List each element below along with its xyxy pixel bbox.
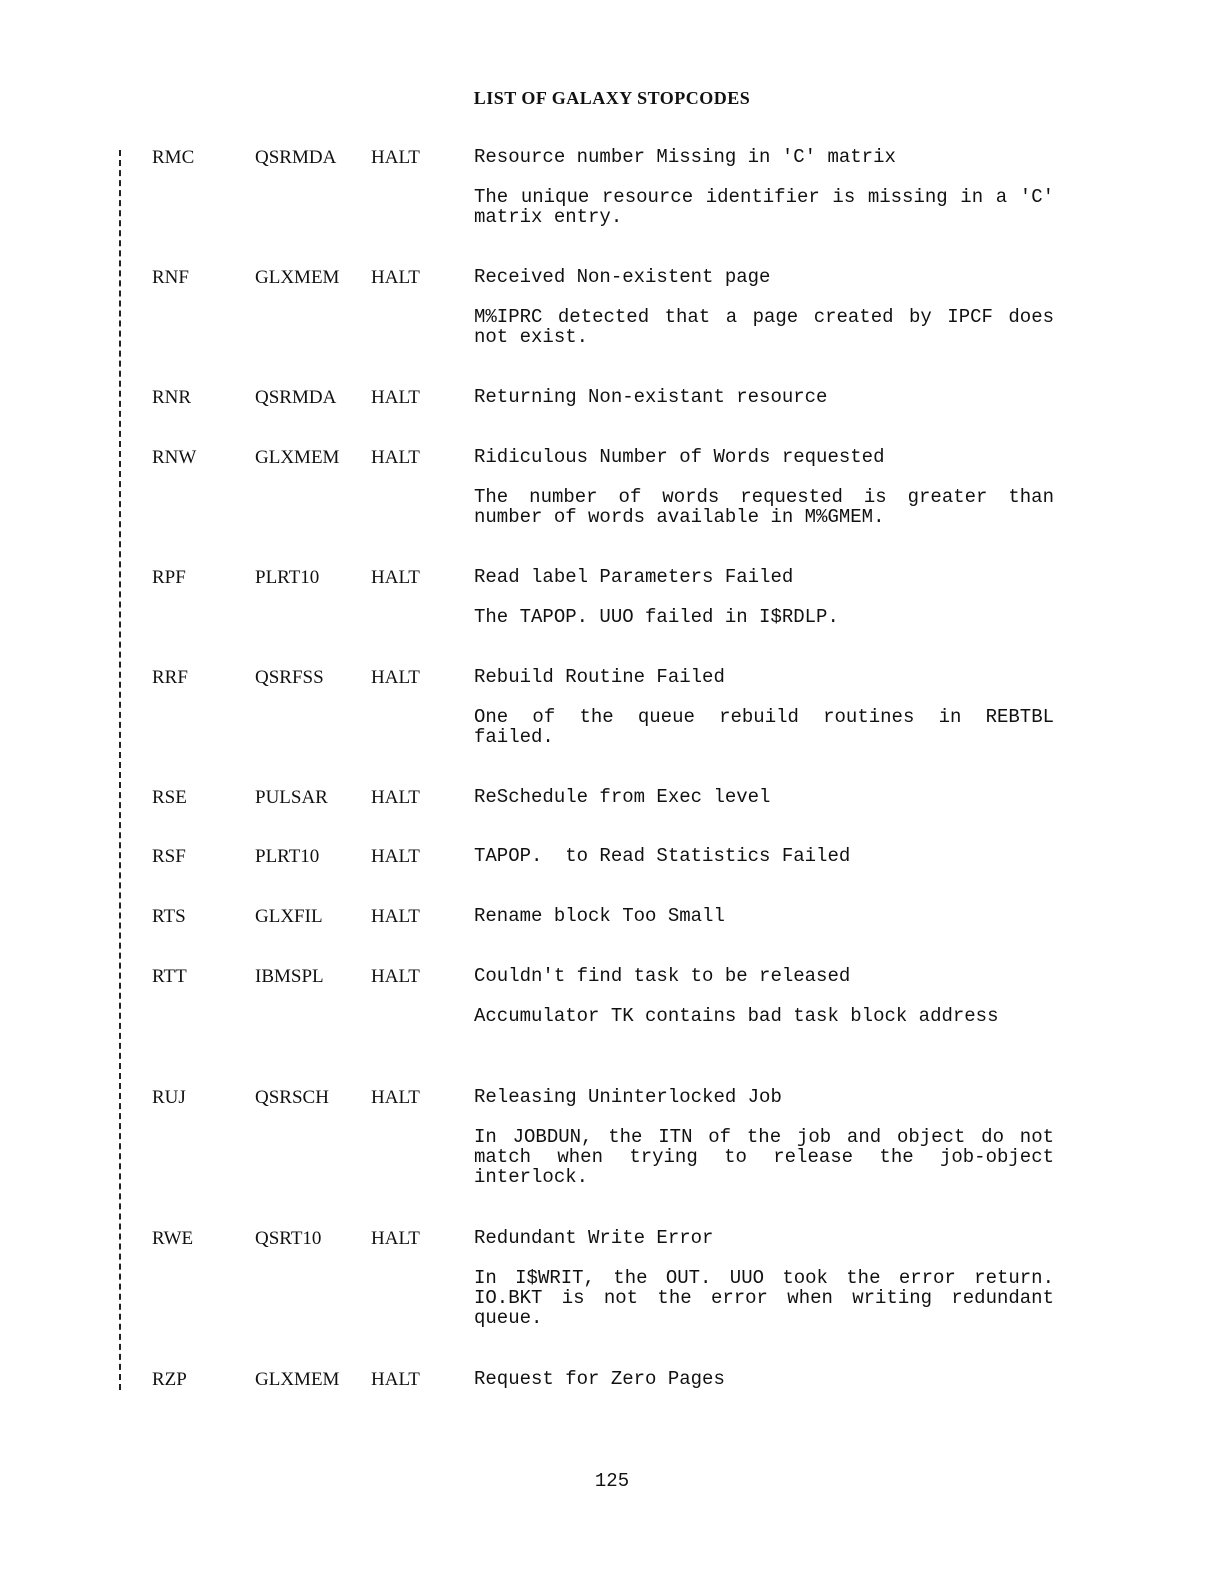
stopcode-title: Rebuild Routine Failed [474,666,725,688]
action: HALT [371,787,420,808]
action: HALT [371,1228,420,1249]
module-name: QSRT10 [255,1228,322,1249]
stopcode-description: The unique resource identifier is missing in a 'C' matrix entry. [474,186,1066,228]
stopcode: RZP [152,1369,187,1390]
stopcode-description: In I$WRIT, the OUT. UUO took the error return. IO.BKT is not the error when writing redundant queue. [474,1267,1066,1329]
stopcode: RUJ [152,1087,186,1108]
stopcode: RSF [152,846,186,867]
stopcode-description: Accumulator TK contains bad task block address [474,1005,999,1027]
stopcode-title: TAPOP. to Read Statistics Failed [474,845,851,867]
stopcode: RPF [152,567,186,588]
stopcode: RNR [152,387,192,408]
stopcode-title: Redundant Write Error [474,1227,714,1249]
action: HALT [371,906,420,927]
action: HALT [371,567,420,588]
stopcode-title: Request for Zero Pages [474,1368,725,1390]
module-name: GLXMEM [255,267,340,288]
stopcode-title: Received Non-existent page [474,266,771,288]
stopcode-title: Ridiculous Number of Words requested [474,446,885,468]
stopcode-title: Rename block Too Small [474,905,725,927]
stopcode-title: Releasing Uninterlocked Job [474,1086,782,1108]
module-name: PLRT10 [255,567,320,588]
action: HALT [371,267,420,288]
module-name: QSRFSS [255,667,324,688]
action: HALT [371,147,420,168]
stopcode: RNW [152,447,197,468]
stopcode: RWE [152,1228,194,1249]
action: HALT [371,846,420,867]
stopcode-title: Returning Non-existant resource [474,386,828,408]
page-title: LIST OF GALAXY STOPCODES [473,88,751,108]
stopcode: RSE [152,787,187,808]
module-name: QSRMDA [255,147,337,168]
action: HALT [371,667,420,688]
stopcode: RTS [152,906,186,927]
stopcode-title: Resource number Missing in 'C' matrix [474,146,896,168]
stopcode: RNF [152,267,189,288]
stopcode-description: The number of words requested is greater than number of words available in M%GMEM. [474,486,1066,528]
module-name: PLRT10 [255,846,320,867]
action: HALT [371,1087,420,1108]
action: HALT [371,447,420,468]
stopcode-description: In JOBDUN, the ITN of the job and object do not match when trying to release the job-object interlock. [474,1126,1066,1188]
module-name: GLXMEM [255,447,340,468]
stopcode: RTT [152,966,187,987]
action: HALT [371,966,420,987]
action: HALT [371,1369,420,1390]
module-name: GLXFIL [255,906,323,927]
module-name: PULSAR [255,787,328,808]
stopcode-title: ReSchedule from Exec level [474,786,771,808]
module-name: GLXMEM [255,1369,340,1390]
module-name: IBMSPL [255,966,324,987]
page-number: 125 [594,1470,630,1492]
module-name: QSRMDA [255,387,337,408]
action: HALT [371,387,420,408]
stopcode-title: Read label Parameters Failed [474,566,794,588]
revision-change-bar [119,150,121,1390]
module-name: QSRSCH [255,1087,329,1108]
stopcode-title: Couldn't find task to be released [474,965,851,987]
stopcode: RRF [152,667,188,688]
stopcode: RMC [152,147,195,168]
stopcode-description: One of the queue rebuild routines in REBTBL failed. [474,706,1066,748]
stopcode-description: The TAPOP. UUO failed in I$RDLP. [474,606,839,628]
stopcode-description: M%IPRC detected that a page created by IPCF does not exist. [474,306,1066,348]
